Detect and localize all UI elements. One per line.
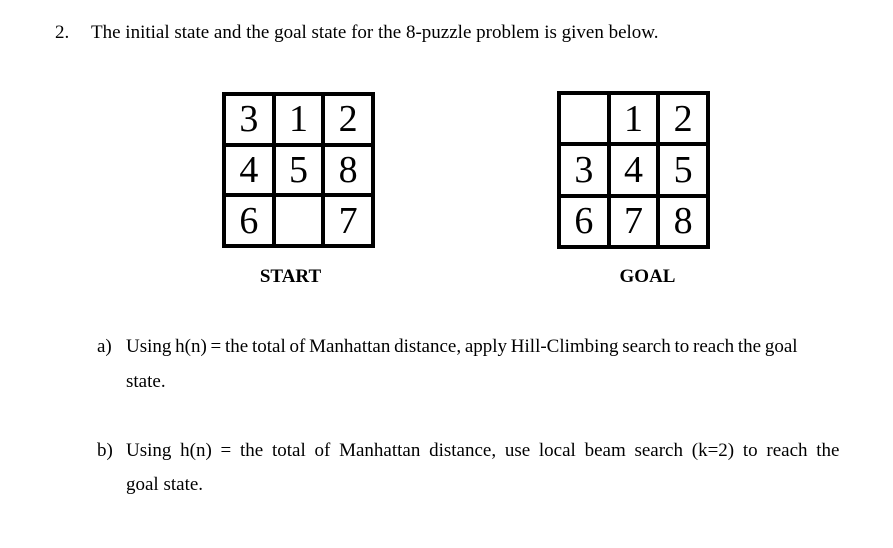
goal-cell: 7 [611, 198, 657, 245]
start-cell: 8 [325, 147, 371, 194]
part-a-text-line2: state. [126, 371, 166, 392]
start-puzzle-grid [222, 92, 375, 248]
goal-puzzle-grid [557, 91, 710, 249]
question-text: The initial state and the goal state for the 8-puzzle problem is given below. [91, 22, 659, 43]
start-cell: 2 [325, 96, 371, 143]
question-number: 2. [55, 22, 70, 43]
goal-cell: 8 [660, 198, 706, 245]
start-cell: 5 [276, 147, 322, 194]
goal-cell: 1 [611, 95, 657, 142]
goal-cell: 4 [611, 146, 657, 193]
start-cell: 3 [226, 96, 272, 143]
part-b-text-line2: goal state. [126, 474, 204, 495]
start-cell: 7 [325, 197, 371, 244]
goal-cell-blank [561, 95, 607, 142]
start-cell: 6 [226, 197, 272, 244]
goal-cell: 5 [660, 146, 706, 193]
goal-cell: 6 [561, 198, 607, 245]
start-cell: 1 [276, 96, 322, 143]
start-label: START [259, 266, 322, 287]
goal-cell: 3 [561, 146, 607, 193]
goal-cell: 2 [660, 95, 706, 142]
start-cell: 4 [226, 147, 272, 194]
start-cell-blank [276, 197, 322, 244]
part-b-letter: b) [97, 440, 113, 461]
part-a-letter: a) [97, 336, 112, 357]
part-b-text-line1: Using h(n) = the total of Manhattan distance, use local beam search (k=2) to reach the [126, 440, 840, 461]
goal-label: GOAL [619, 266, 676, 287]
part-a-text-line1: Using h(n) = the total of Manhattan distance, apply Hill-Climbing search to reach the goal [126, 336, 798, 357]
